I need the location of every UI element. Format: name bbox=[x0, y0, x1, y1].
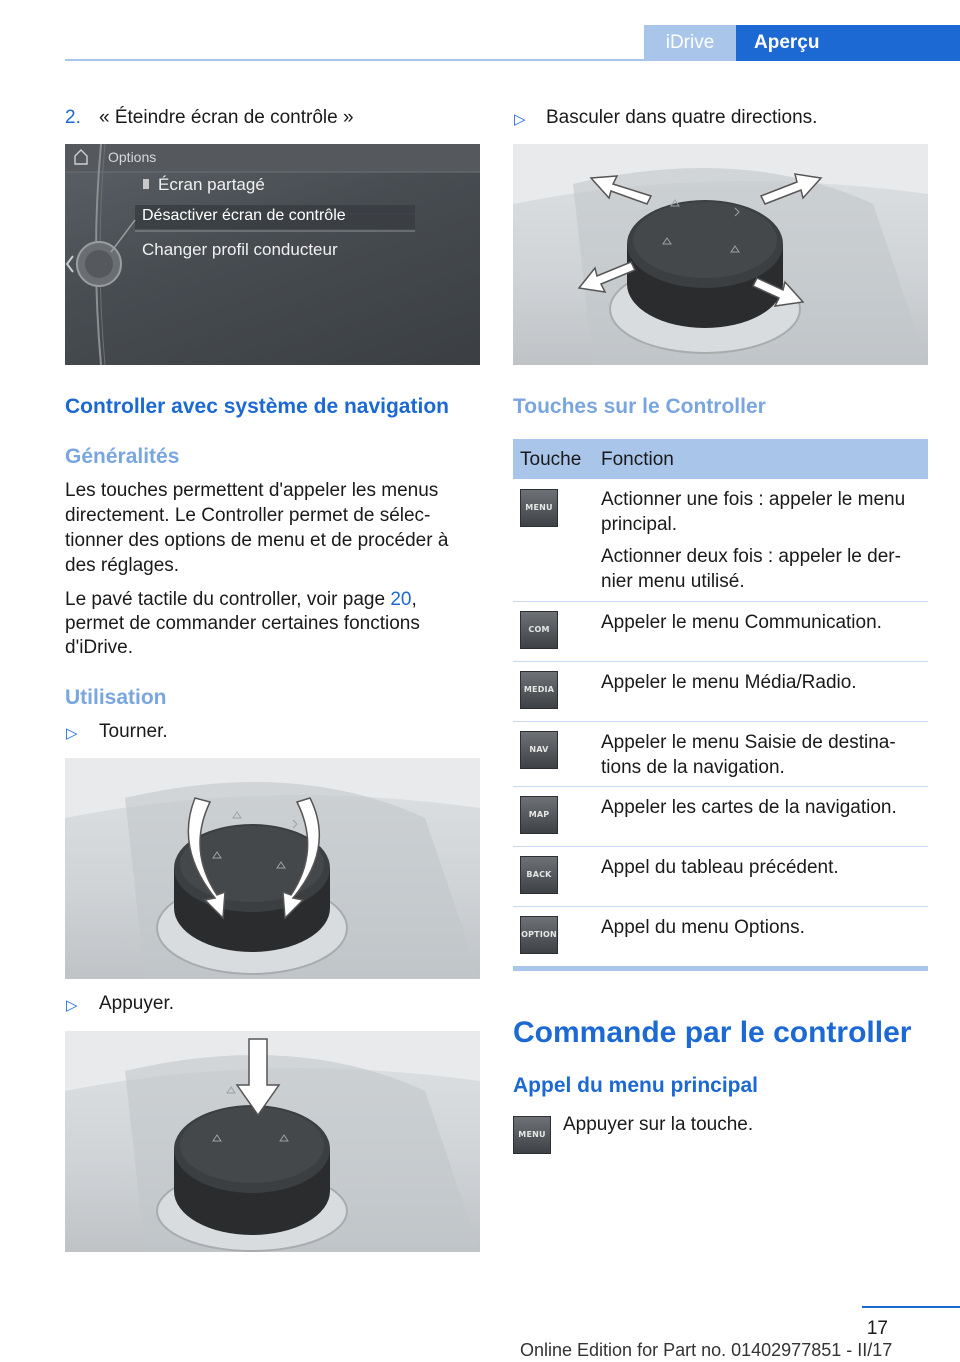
bullet-press: Appuyer. bbox=[99, 993, 174, 1014]
controller-tilt-image bbox=[513, 144, 928, 365]
step-text: « Éteindre écran de contrôle » bbox=[99, 107, 354, 128]
row-menu-line1: Actionner une fois : appeler le menu bbox=[601, 489, 906, 510]
row-media-line1: Appeler le menu Média/Radio. bbox=[601, 672, 857, 693]
com-key-icon: COM bbox=[520, 611, 558, 649]
edition-text: Online Edition for Part no. 01402977851 - II/17 bbox=[520, 1340, 893, 1360]
screen-item-disable: Désactiver écran de contrôle bbox=[142, 207, 346, 224]
step-number: 2. bbox=[65, 107, 81, 128]
screen-menu-title: Options bbox=[108, 149, 157, 165]
page-link[interactable]: 20 bbox=[390, 589, 412, 610]
para1-line3: tionner des options de menu et de procéder à bbox=[65, 530, 449, 551]
table-divider bbox=[513, 721, 928, 722]
heading-controller-nav: Controller avec système de navigation bbox=[65, 395, 449, 418]
page-number: 17 bbox=[866, 1318, 888, 1339]
footer-rule bbox=[862, 1306, 960, 1308]
row-nav-line2: tions de la navigation. bbox=[601, 757, 785, 778]
table-header-function: Fonction bbox=[601, 449, 674, 470]
para1-line2: directement. Le Controller permet de sélec‐ bbox=[65, 505, 431, 526]
heading-usage: Utilisation bbox=[65, 686, 167, 709]
heading-controller-command: Commande par le controller bbox=[513, 1016, 912, 1049]
heading-controller-keys: Touches sur le Controller bbox=[513, 395, 766, 418]
row-menu-line4: nier menu utilisé. bbox=[601, 571, 745, 592]
menu-key-icon: MENU bbox=[520, 489, 558, 527]
table-divider bbox=[513, 661, 928, 662]
para2-text: Le pavé tactile du controller, voir page bbox=[65, 589, 391, 610]
map-key-icon: MAP bbox=[520, 796, 558, 834]
row-menu-line3: Actionner deux fois : appeler le der‐ bbox=[601, 546, 901, 567]
para1-line1: Les touches permettent d'appeler les menus bbox=[65, 480, 439, 501]
table-bottom-rule bbox=[513, 966, 928, 971]
table-divider bbox=[513, 906, 928, 907]
screen-item-profile: Changer profil conducteur bbox=[142, 240, 338, 259]
para1-line4: des réglages. bbox=[65, 555, 180, 576]
table-header-key: Touche bbox=[520, 449, 582, 470]
row-com-line1: Appeler le menu Communication. bbox=[601, 612, 882, 633]
heading-main-menu: Appel du menu principal bbox=[513, 1074, 759, 1097]
control-display-image bbox=[65, 144, 480, 365]
header-tab-idrive[interactable]: iDrive bbox=[644, 25, 736, 61]
back-key-icon: BACK bbox=[520, 856, 558, 894]
row-option-line1: Appel du menu Options. bbox=[601, 917, 805, 938]
header-tab-apercu[interactable]: Aperçu bbox=[736, 25, 960, 61]
row-map-line1: Appeler les cartes de la navigation. bbox=[601, 797, 897, 818]
para2-line1 bbox=[65, 587, 417, 612]
menu-key-icon-inline: MENU bbox=[513, 1116, 551, 1154]
option-key-icon: OPTION bbox=[520, 916, 558, 954]
bullet-icon-3: ▷ bbox=[514, 111, 526, 128]
table-divider bbox=[513, 846, 928, 847]
bullet-turn: Tourner. bbox=[99, 721, 168, 742]
media-key-icon: MEDIA bbox=[520, 671, 558, 709]
row-nav-line1: Appeler le menu Saisie de destina‐ bbox=[601, 732, 896, 753]
bullet-icon-2: ▷ bbox=[66, 997, 78, 1014]
table-divider bbox=[513, 786, 928, 787]
controller-press-image bbox=[65, 1031, 480, 1252]
row-back-line1: Appel du tableau précédent. bbox=[601, 857, 839, 878]
table-divider bbox=[513, 601, 928, 602]
press-key-text: Appuyer sur la touche. bbox=[563, 1114, 754, 1135]
screen-item-split: Écran partagé bbox=[158, 175, 265, 194]
para2-line3: d'iDrive. bbox=[65, 637, 134, 658]
para2-comma: , bbox=[411, 589, 417, 610]
row-menu-line2: principal. bbox=[601, 514, 678, 535]
bullet-icon: ▷ bbox=[66, 725, 78, 742]
heading-general: Généralités bbox=[65, 445, 180, 468]
bullet-tilt: Basculer dans quatre directions. bbox=[546, 107, 818, 128]
controller-turn-image bbox=[65, 758, 480, 979]
para2-line2: permet de commander certaines fonctions bbox=[65, 613, 420, 634]
nav-key-icon: NAV bbox=[520, 731, 558, 769]
